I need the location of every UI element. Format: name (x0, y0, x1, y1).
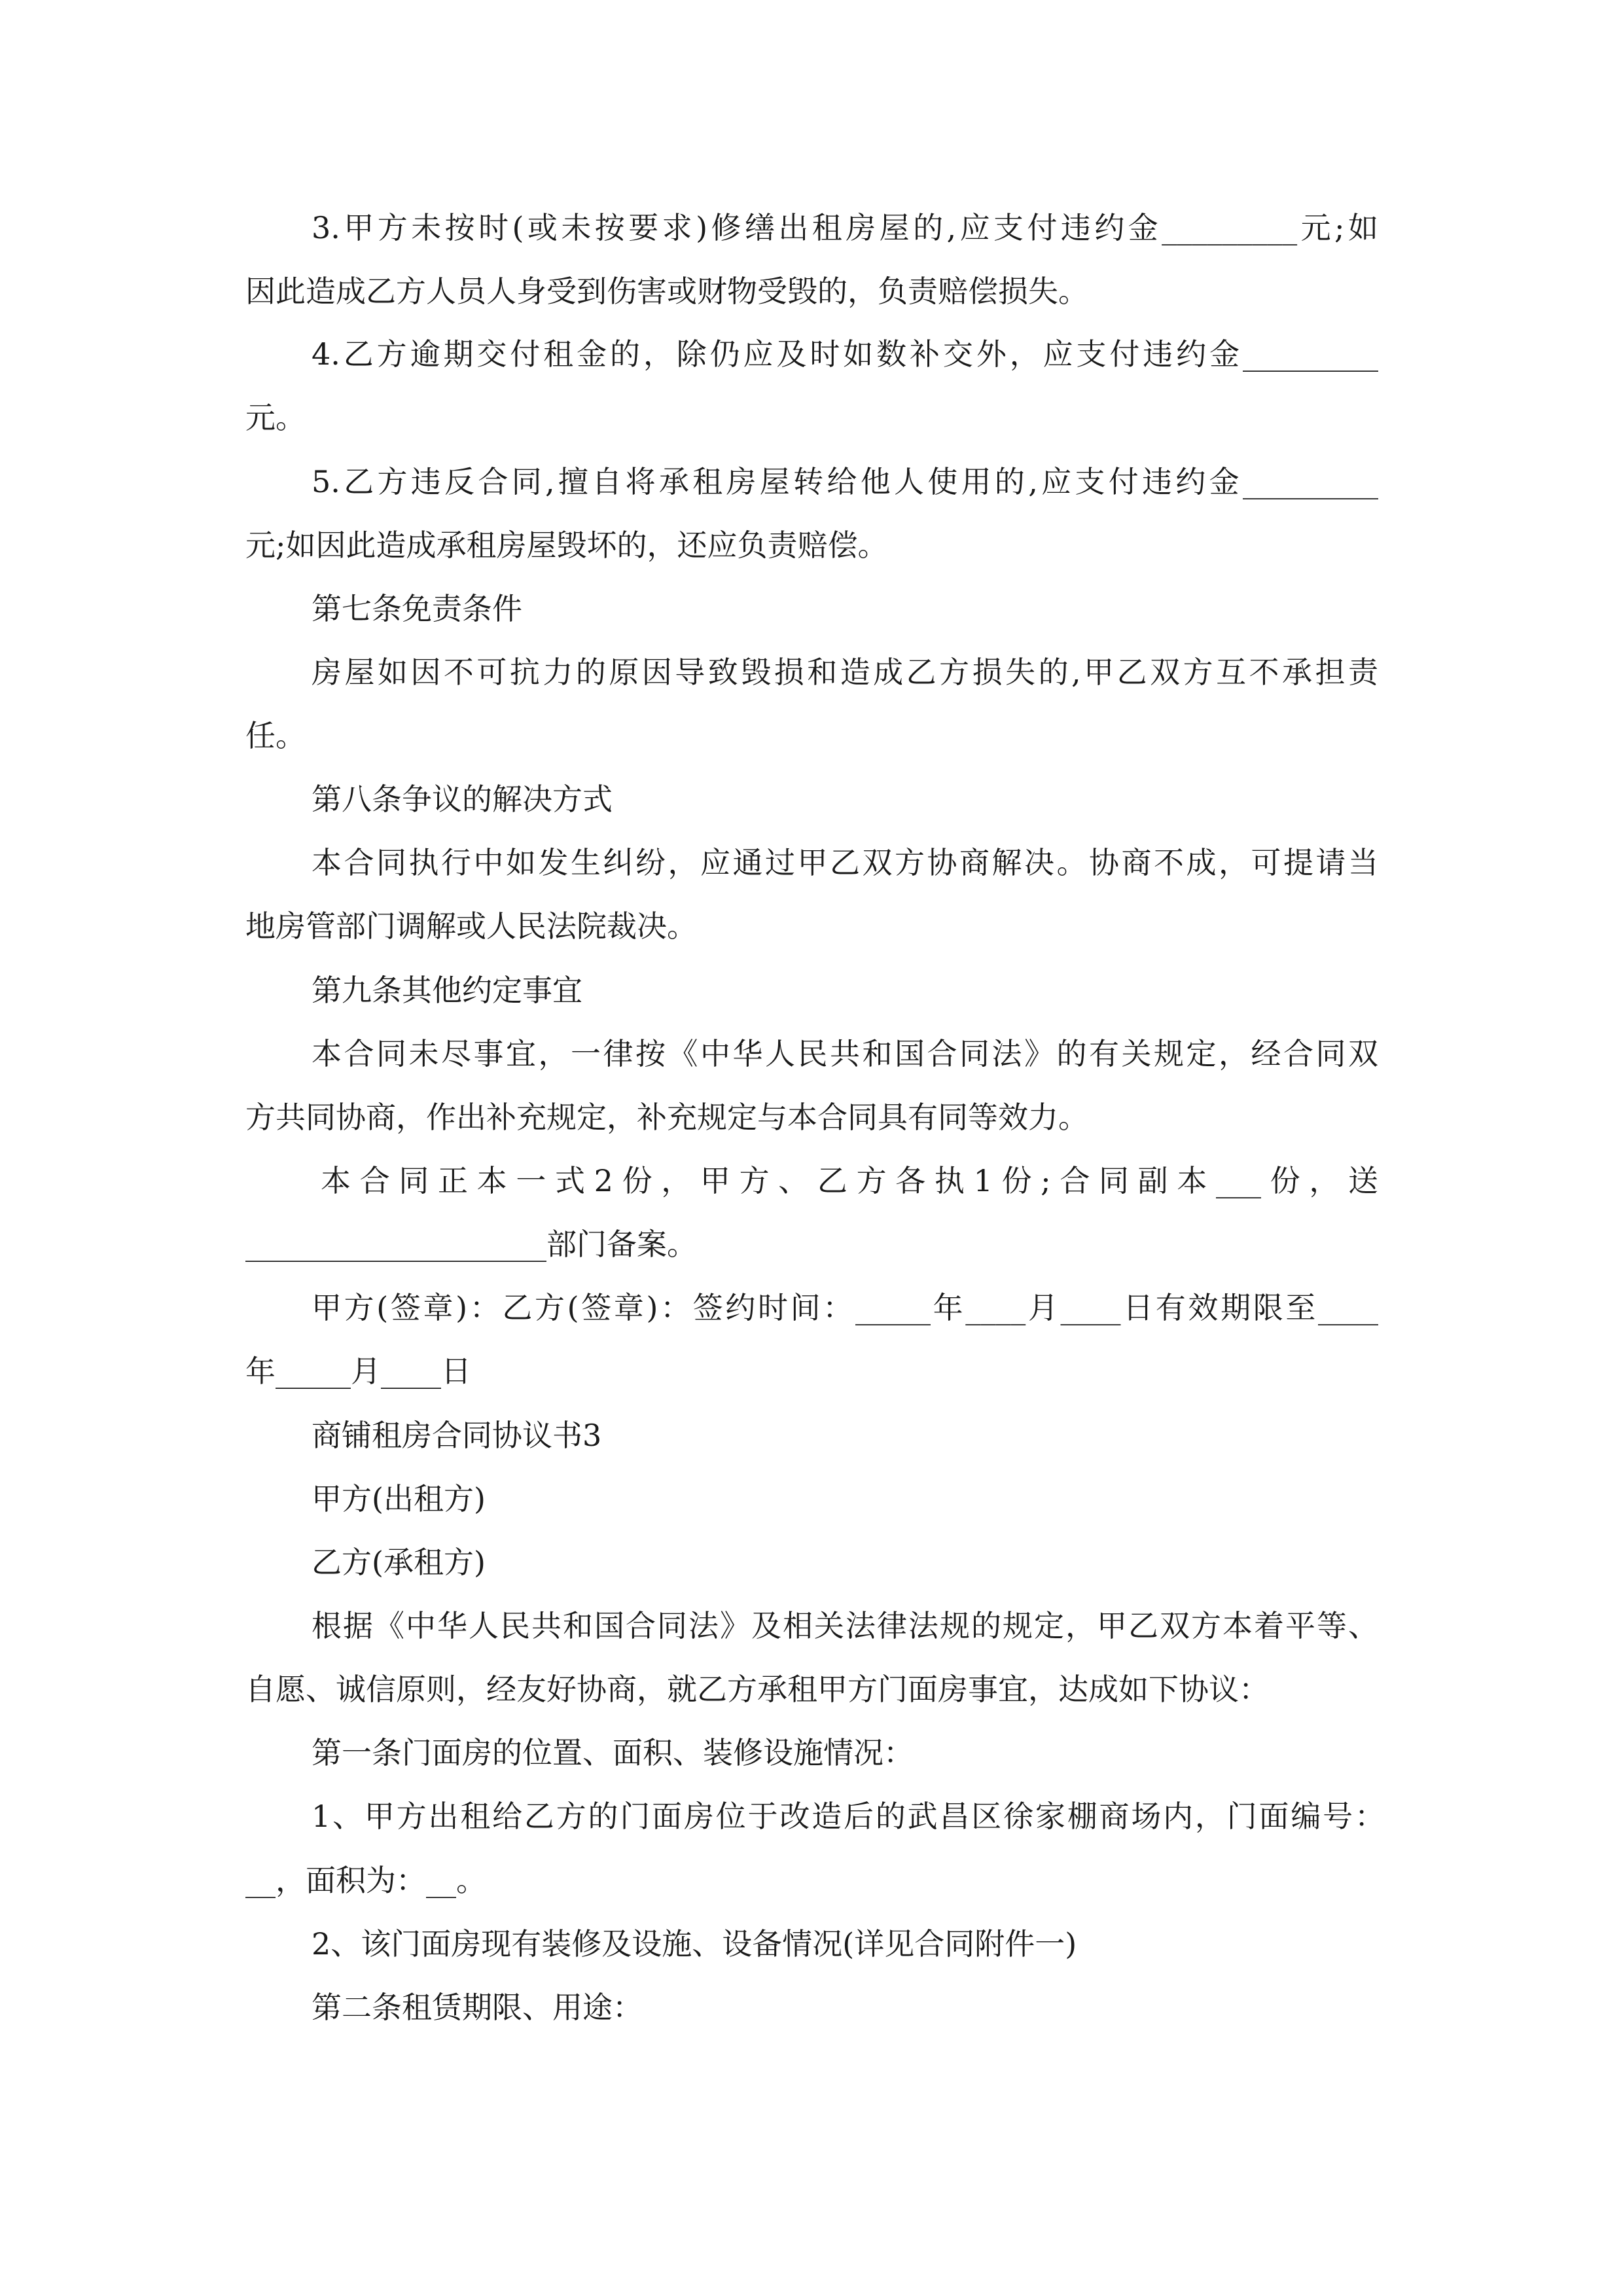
clause-6-4-line-2: 元。 (245, 400, 306, 435)
signature-line-2: 年_____月____日 (245, 1354, 471, 1389)
article-7-line-1: 房屋如因不可抗力的原因导致毁损和造成乙方损失的,甲乙双方互不承担责 (312, 655, 1378, 690)
article-7-line-2: 任。 (245, 718, 306, 753)
contract-3-article-1-item-1-line-2: __，面积为：__。 (245, 1863, 486, 1898)
copies-line-2: ____________________部门备案。 (245, 1227, 697, 1262)
article-8-heading: 第八条争议的解决方式 (312, 781, 613, 817)
article-8-line-1: 本合同执行中如发生纠纷，应通过甲乙双方协商解决。协商不成，可提请当 (312, 845, 1378, 880)
clause-6-3-line-2: 因此造成乙方人员人身受到伤害或财物受毁的，负责赔偿损失。 (245, 274, 1088, 309)
party-a-line: 甲方(出租方) (312, 1481, 486, 1516)
article-8-line-2: 地房管部门调解或人民法院裁决。 (245, 908, 697, 944)
article-9-heading: 第九条其他约定事宜 (312, 973, 582, 1008)
preamble-line-2: 自愿、诚信原则，经友好协商，就乙方承租甲方门面房事宜，达成如下协议： (245, 1672, 1269, 1707)
party-b-line: 乙方(承租方) (312, 1545, 486, 1580)
contract-3-article-1-heading: 第一条门面房的位置、面积、装修设施情况： (312, 1735, 914, 1770)
article-7-heading: 第七条免责条件 (312, 591, 522, 626)
contract-3-title: 商铺租房合同协议书3 (312, 1418, 602, 1453)
copies-line-1: 本合同正本一式2份，甲方、乙方各执1份;合同副本___份，送 (321, 1163, 1379, 1198)
signature-line-1: 甲方(签章)：乙方(签章)：签约时间：_____年____月____日有效期限至____ (312, 1290, 1378, 1325)
article-9-line-2: 方共同协商，作出补充规定，补充规定与本合同具有同等效力。 (245, 1100, 1088, 1135)
contract-3-article-1-item-2: 2、该门面房现有装修及设施、设备情况(详见合同附件一) (312, 1926, 1077, 1962)
clause-6-4-line-1: 4.乙方逾期交付租金的，除仍应及时如数补交外，应支付违约金_________ (312, 336, 1378, 372)
clause-6-3-line-1: 3.甲方未按时(或未按要求)修缮出租房屋的,应支付违约金_________元;如 (312, 210, 1378, 245)
preamble-line-1: 根据《中华人民共和国合同法》及相关法律法规的规定，甲乙双方本着平等、 (312, 1608, 1378, 1643)
contract-3-article-2-heading: 第二条租赁期限、用途： (312, 1990, 643, 2025)
clause-6-5-line-1: 5.乙方违反合同,擅自将承租房屋转给他人使用的,应支付违约金_________ (312, 464, 1378, 499)
contract-3-article-1-item-1-line-1: 1、甲方出租给乙方的门面房位于改造后的武昌区徐家棚商场内，门面编号： (312, 1799, 1385, 1834)
clause-6-5-line-2: 元;如因此造成承租房屋毁坏的，还应负责赔偿。 (245, 528, 888, 563)
article-9-line-1: 本合同未尽事宜，一律按《中华人民共和国合同法》的有关规定，经合同双 (312, 1036, 1378, 1071)
